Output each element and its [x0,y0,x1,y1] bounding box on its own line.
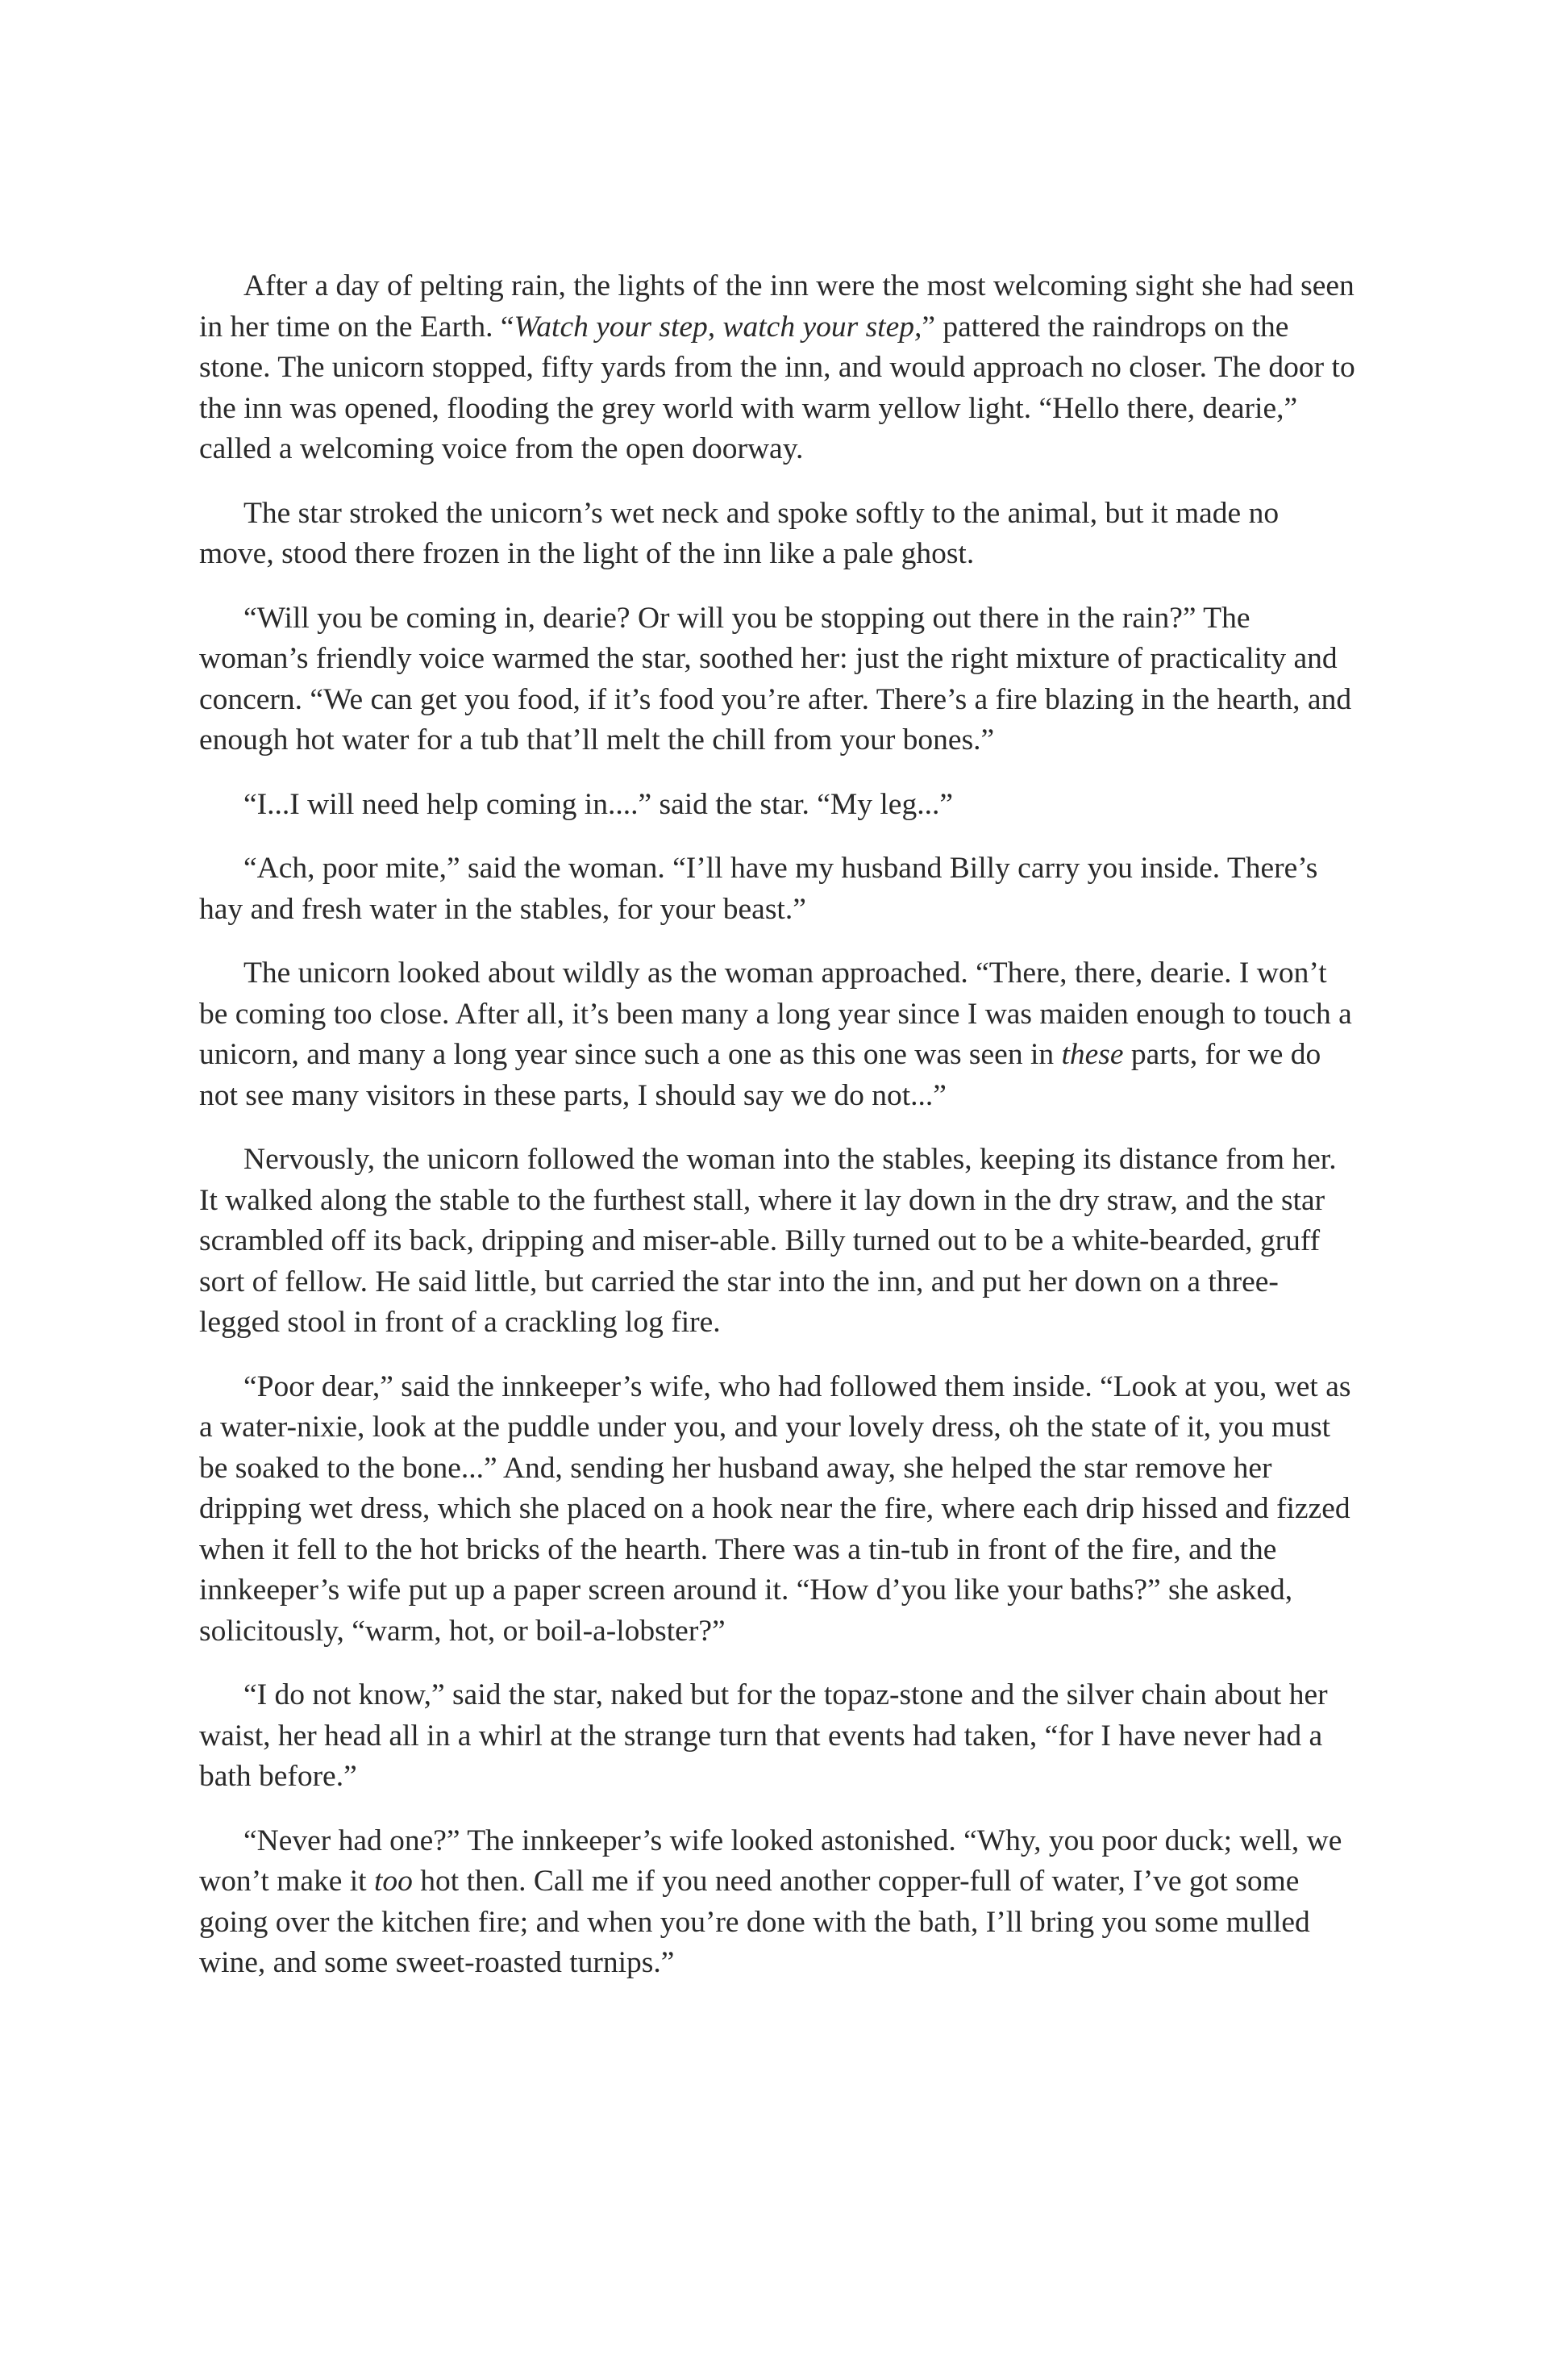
text-segment: ” pattered the raindrops on the stone. The unicorn stopped, fifty yards from the inn, and would approach no closer. The door to the inn was opened, flooding the grey world with warm yellow light. “Hello there, dearie,” called a welcoming voice from the open doorway. [199,310,1355,465]
text-segment: “Never had one?” The innkeeper’s wife looked astonished. “Why, you poor duck; well, we won’t make it [199,1824,1342,1898]
text-segment: The unicorn looked about wildly as the woman approached. “There, there, dearie. I won’t be coming too close. After all, it’s been many a long year since I was maiden enough to touch a unicorn, and many a long year since such a one as this one was seen in [199,957,1352,1071]
paragraph [199,1140,1356,1344]
paragraph [199,266,1356,470]
text-segment: “I do not know,” said the star, naked but for the topaz-stone and the silver chain about her waist, her head all in a whirl at the strange turn that events had taken, “for I have never had a bath before.” [199,1678,1328,1793]
paragraph [199,785,1356,826]
italic-text-segment: too [373,1865,413,1898]
paragraph [199,953,1356,1116]
text-segment: hot then. Call me if you need another copper-full of water, I’ve got some going over the kitchen fire; and when you’re done with the bath, I’ll bring you some mulled wine, and some sweet-roasted turnips.” [199,1865,1310,1979]
text-segment: “I...I will need help coming in....” said the star. “My leg...” [243,787,953,821]
text-segment: After a day of pelting rain, the lights of the inn were the most welcoming sight she had seen in her time on the Earth. “ [199,269,1354,344]
paragraph [199,494,1356,575]
page-text-body [199,266,1356,2007]
italic-text-segment: Watch your step, watch your step, [514,310,922,344]
text-segment: Nervously, the unicorn followed the woman into the stables, keeping its distance from her. It walked along the stable to the furthest stall, where it lay down in the dry straw, and the star scrambled off its back, dripping and miser-able. Billy turned out to be a white-bearded, gruff sort of fellow. He said little, but carried the star into the inn, and put her down on a three-legged stool in front of a crackling log fire. [199,1143,1337,1339]
text-segment: parts, for we do not see many visitors in these parts, I should say we do not...” [199,1038,1321,1112]
paragraph [199,598,1356,761]
text-segment: “Poor dear,” said the innkeeper’s wife, who had followed them inside. “Look at you, wet as a water-nixie, look at the puddle under you, and your lovely dress, oh the state of it, you must be soaked to the bone...” And, sending her husband away, she helped the star remove her dripping wet dress, which she placed on a hook near the fire, where each drip hissed and fizzed when it fell to the hot bricks of the hearth. There was a tin-tub in front of the fire, and the innkeeper’s wife put up a paper screen around it. “How d’you like your baths?” she asked, solicitously, “warm, hot, or boil-a-lobster?” [199,1369,1351,1648]
text-segment: “Will you be coming in, dearie? Or will you be stopping out there in the rain?” The woman’s friendly voice warmed the star, soothed her: just the right mixture of practicality and concern. “We can get you food, if it’s food you’re after. There’s a fire blazing in the hearth, and enough hot water for a tub that’ll melt the chill from your bones.” [199,601,1352,757]
paragraph [199,1367,1356,1653]
paragraph [199,1821,1356,1984]
text-segment: “Ach, poor mite,” said the woman. “I’ll have my husband Billy carry you inside. There’s hay and fresh water in the stables, for your beast.” [199,852,1318,926]
text-segment: The star stroked the unicorn’s wet neck and spoke softly to the animal, but it made no move, stood there frozen in the light of the inn like a pale ghost. [199,496,1280,570]
paragraph [199,1675,1356,1798]
paragraph [199,848,1356,930]
italic-text-segment: these [1061,1038,1124,1071]
